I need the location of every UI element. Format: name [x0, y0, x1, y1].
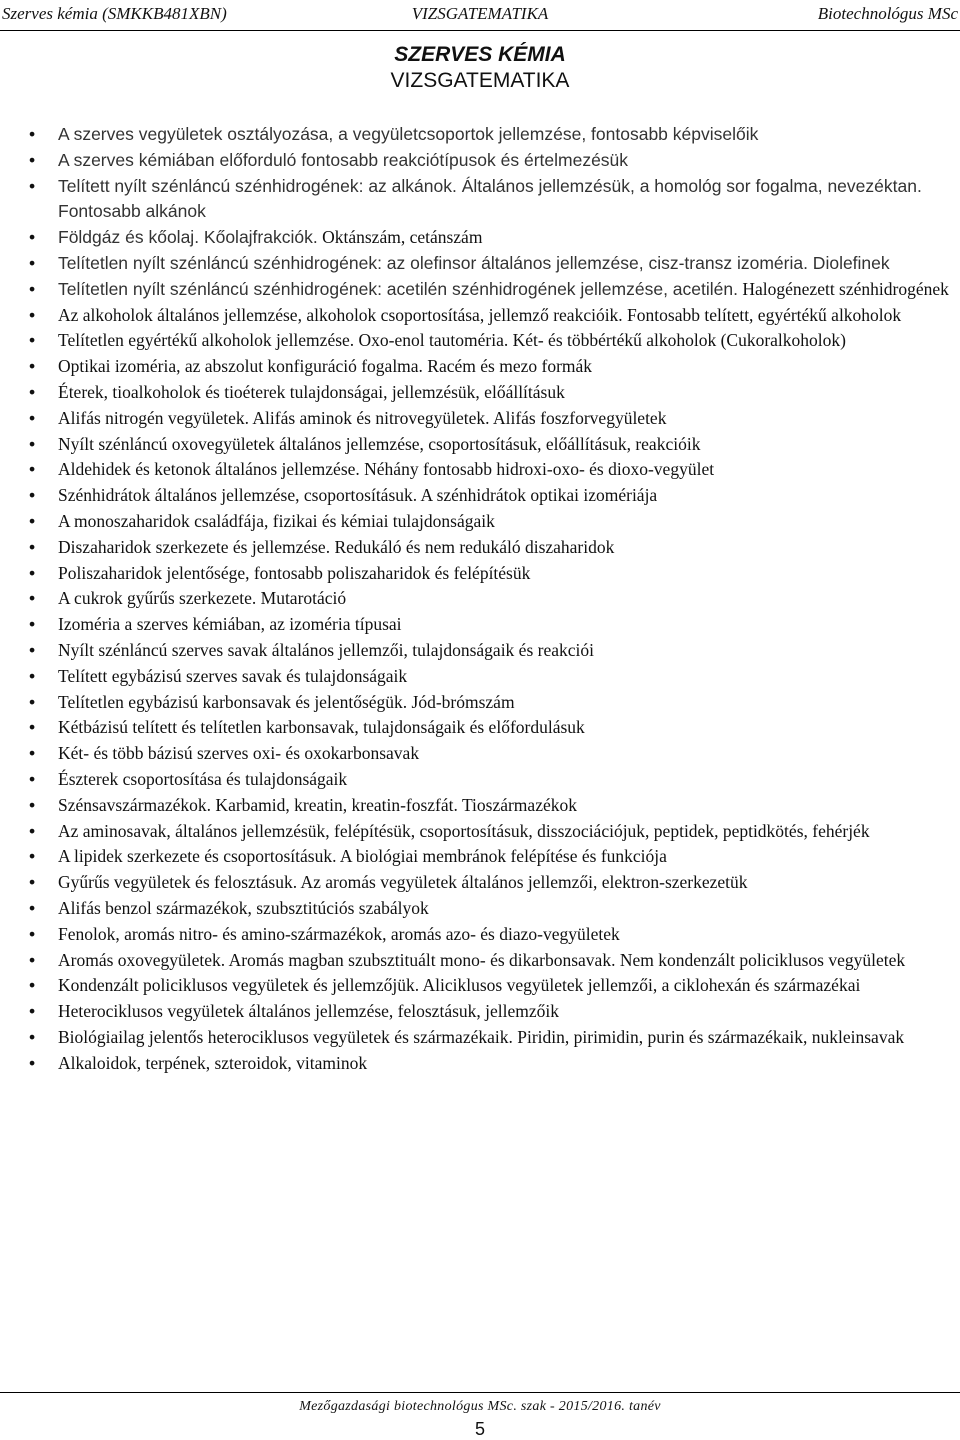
- topic-item: [0, 870, 960, 896]
- topic-item: [0, 922, 960, 948]
- topic-text: A szerves kémiában előforduló fontosabb reakciótípusok és értelmezésük: [58, 149, 629, 170]
- bullet-icon: •: [29, 459, 36, 480]
- topic-item: [0, 483, 960, 509]
- page-footer: [0, 1392, 960, 1439]
- topic-item: [0, 741, 960, 767]
- bullet-icon: •: [29, 510, 36, 531]
- topic-item: [0, 690, 960, 716]
- topic-item: [0, 509, 960, 535]
- topic-text: Biológiailag jelentős heterociklusos vegyületek és származékaik. Piridin, pirimidin, purin és származékaik, nukleinsavak: [58, 1026, 905, 1047]
- topic-item: [0, 1025, 960, 1051]
- topic-item: [0, 896, 960, 922]
- topic-item: [0, 457, 960, 483]
- topic-item: [0, 535, 960, 561]
- topic-text: Alifás benzol származékok, szubsztitúciós szabályok: [58, 897, 429, 918]
- topic-item: [0, 973, 960, 999]
- bullet-icon: •: [29, 768, 36, 789]
- bullet-icon: •: [29, 897, 36, 918]
- program-header: Biotechnológus MSc: [817, 4, 958, 23]
- topic-text: Alkaloidok, terpének, szteroidok, vitaminok: [58, 1052, 368, 1073]
- topic-text: A monoszaharidok családfája, fizikai és kémiai tulajdonságaik: [58, 510, 495, 531]
- topic-text: Alifás nitrogén vegyületek. Alifás aminok és nitrovegyületek. Alifás foszforvegyületek: [58, 407, 667, 428]
- topic-item: [0, 844, 960, 870]
- topic-item: [0, 819, 960, 845]
- topic-text: Telített egybázisú szerves savak és tulajdonságaik: [58, 665, 408, 686]
- bullet-icon: •: [29, 304, 36, 325]
- bullet-icon: •: [29, 665, 36, 686]
- footer-text: Mezőgazdasági biotechnológus MSc. szak - 2015/2016. tanév: [299, 1399, 661, 1414]
- topic-item: [0, 251, 960, 277]
- topic-text: Fenolok, aromás nitro- és amino-származékok, aromás azo- és diazo-vegyületek: [58, 923, 620, 944]
- topic-text: Diszaharidok szerkezete és jellemzése. Redukáló és nem redukáló diszaharidok: [58, 536, 615, 557]
- course-code-header: Szerves kémia (SMKKB481XBN): [2, 4, 227, 23]
- topic-text: Nyílt szénláncú szerves savak általános jellemzői, tulajdonságaik és reakciói: [58, 639, 594, 660]
- bullet-icon: •: [29, 1001, 36, 1022]
- topic-item: [0, 277, 960, 303]
- topic-text: Optikai izoméria, az abszolut konfiguráció fogalma. Racém és mezo formák: [58, 356, 593, 377]
- bullet-icon: •: [29, 356, 36, 377]
- bullet-icon: •: [29, 975, 36, 996]
- bullet-icon: •: [29, 1026, 36, 1047]
- topic-text: Izoméria a szerves kémiában, az izoméria típusai: [58, 614, 402, 635]
- document-title: [0, 42, 960, 94]
- bullet-icon: •: [29, 846, 36, 867]
- bullet-icon: •: [29, 485, 36, 506]
- topic-item: [0, 638, 960, 664]
- topic-text: Telítetlen egybázisú karbonsavak és jelentőségük. Jód-brómszám: [58, 691, 515, 712]
- topic-item: [0, 1051, 960, 1077]
- bullet-icon: •: [29, 794, 36, 815]
- topic-item: [0, 432, 960, 458]
- topic-text: Telítetlen egyértékű alkoholok jellemzése. Oxo-enol tautoméria. Két- és többértékű alkoholok (Cukoralkoholok): [58, 330, 846, 351]
- topic-item: [0, 664, 960, 690]
- bullet-icon: •: [29, 562, 36, 583]
- topic-item: [0, 561, 960, 587]
- topic-text: Az aminosavak, általános jellemzésük, felépítésük, csoportosításuk, disszociációjuk, peptidek, peptidkötés, fehérjék: [58, 820, 870, 841]
- topic-item: [0, 354, 960, 380]
- bullet-icon: •: [29, 536, 36, 557]
- bullet-icon: •: [29, 227, 36, 248]
- bullet-icon: •: [29, 588, 36, 609]
- bullet-icon: •: [29, 252, 36, 273]
- topic-item: [0, 948, 960, 974]
- topic-item: [0, 303, 960, 329]
- topic-item: [0, 999, 960, 1025]
- bullet-icon: •: [29, 820, 36, 841]
- topic-text: A lipidek szerkezete és csoportosításuk. A biológiai membránok felépítése és funkciója: [58, 846, 667, 867]
- bullet-icon: •: [29, 923, 36, 944]
- topic-item: [0, 612, 960, 638]
- bullet-icon: •: [29, 330, 36, 351]
- page-number: 5: [474, 1419, 485, 1439]
- topic-item: [0, 380, 960, 406]
- bullet-icon: •: [29, 743, 36, 764]
- topic-text: Aldehidek és ketonok általános jellemzése. Néhány fontosabb hidroxi-oxo- és dioxo-vegyület: [58, 459, 715, 480]
- topic-text: Észterek csoportosítása és tulajdonságaik: [58, 768, 348, 789]
- topic-text: Telített nyílt szénláncú szénhidrogének: az alkánok. Általános jellemzésük, a homológ sor fogalma, nevezéktan. Fontosabb alkánok: [58, 175, 922, 222]
- topic-text: Nyílt szénláncú oxovegyületek általános jellemzése, csoportosításuk, előállításuk, reakcióik: [58, 433, 701, 454]
- topic-text: Szénhidrátok általános jellemzése, csoportosításuk. A szénhidrátok optikai izomériája: [58, 485, 658, 506]
- bullet-icon: •: [29, 433, 36, 454]
- header-title: VIZSGATEMATIKA: [411, 4, 549, 23]
- topic-item: [0, 174, 960, 226]
- topic-text: Aromás oxovegyületek. Aromás magban szubsztituált mono- és dikarbonsavak. Nem kondenzált policiklusos vegyületek: [58, 949, 906, 970]
- bullet-icon: •: [29, 381, 36, 402]
- bullet-icon: •: [29, 872, 36, 893]
- topic-item: [0, 328, 960, 354]
- topic-text: Heterociklusos vegyületek általános jellemzése, felosztásuk, jellemzőik: [58, 1001, 560, 1022]
- bullet-icon: •: [29, 278, 36, 299]
- topic-item: [0, 767, 960, 793]
- topic-text: Az alkoholok általános jellemzése, alkoholok csoportosítása, jellemző reakcióik. Fontosabb telített, egyértékű alkoholok: [58, 304, 902, 325]
- bullet-icon: •: [29, 717, 36, 738]
- bullet-icon: •: [29, 1052, 36, 1073]
- topic-text: A cukrok gyűrűs szerkezete. Mutarotáció: [58, 588, 347, 609]
- bullet-icon: •: [29, 175, 36, 196]
- title-line-1: SZERVES KÉMIA: [394, 43, 566, 66]
- topic-item: [0, 586, 960, 612]
- topic-text: A szerves vegyületek osztályozása, a vegyületcsoportok jellemzése, fontosabb képviselőik: [58, 124, 759, 144]
- page-header: [0, 0, 960, 31]
- topic-item: [0, 715, 960, 741]
- bullet-icon: •: [29, 614, 36, 635]
- bullet-icon: •: [29, 124, 36, 144]
- topic-text: Éterek, tioalkoholok és tioéterek tulajdonságai, jellemzésük, előállításuk: [58, 381, 565, 402]
- topic-list: [0, 122, 960, 1076]
- topic-item: [0, 406, 960, 432]
- bullet-icon: •: [29, 407, 36, 428]
- bullet-icon: •: [29, 149, 36, 170]
- topic-text: Gyűrűs vegyületek és felosztásuk. Az aromás vegyületek általános jellemzői, elektron-szerkezetük: [58, 872, 748, 893]
- topic-text: Kondenzált policiklusos vegyületek és jellemzőjük. Aliciklusos vegyületek jellemzői, a ciklohexán és származékai: [58, 975, 861, 996]
- topic-text: Szénsavszármazékok. Karbamid, kreatin, kreatin-foszfát. Tioszármazékok: [58, 794, 577, 815]
- bullet-icon: •: [29, 691, 36, 712]
- topic-text: Földgáz és kőolaj. Kőolajfrakciók.: [58, 227, 318, 248]
- topic-text: Oktánszám, cetánszám: [317, 227, 483, 248]
- title-line-2: VIZSGATEMATIKA: [390, 69, 570, 92]
- topic-text: Poliszaharidok jelentősége, fontosabb poliszaharidok és felépítésük: [58, 562, 531, 583]
- topic-text: Telítetlen nyílt szénláncú szénhidrogének: az olefinsor általános jellemzése, cisz-transz izoméria. Diolefinek: [58, 252, 890, 273]
- topic-text: Halogénezett szénhidrogének: [738, 278, 949, 299]
- topic-item: [0, 148, 960, 174]
- bullet-icon: •: [29, 949, 36, 970]
- topic-item: [0, 793, 960, 819]
- topic-text: Telítetlen nyílt szénláncú szénhidrogének: acetilén szénhidrogének jellemzése, acetilén.: [58, 278, 738, 299]
- bullet-icon: •: [29, 639, 36, 660]
- topic-text: Két- és több bázisú szerves oxi- és oxokarbonsavak: [58, 743, 420, 764]
- topic-item: [0, 122, 960, 148]
- topic-text: Kétbázisú telített és telítetlen karbonsavak, tulajdonságaik és előfordulásuk: [58, 717, 585, 738]
- topic-item: [0, 225, 960, 251]
